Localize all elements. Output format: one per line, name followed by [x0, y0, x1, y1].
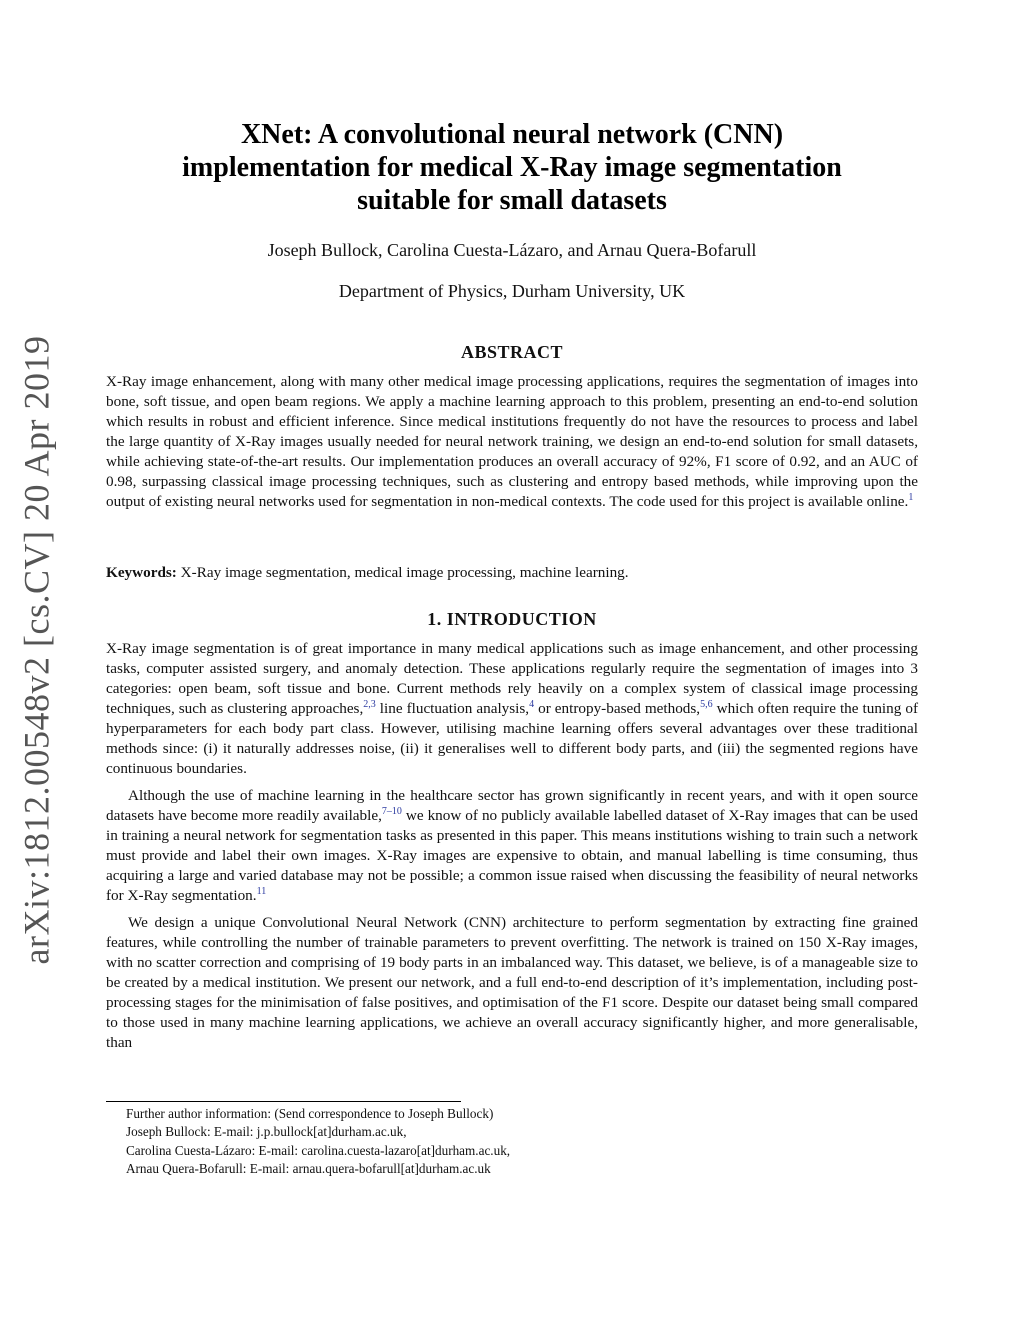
citation-5-6[interactable]: 5,6: [700, 699, 713, 710]
intro-paragraph-1: [106, 639, 918, 779]
title-line-2: implementation for medical X-Ray image segmentation: [182, 152, 842, 183]
intro-p1-text-c: or entropy-based methods,: [534, 700, 701, 717]
keywords-line: [106, 563, 918, 583]
intro-p1-text-b: line fluctuation analysis,: [375, 700, 530, 717]
intro-paragraph-2: [106, 786, 918, 906]
abstract-text: X-Ray image enhancement, along with many other medical image processing applications, requires the segmentation of images into bone, soft tissue, and open beam regions. We apply a machine learning approach to this problem, presenting an end-to-end solution which results in robust and efficient inference. Since medical institutions frequently do not have the resources to process and label the large quantity of X-Ray images usually needed for neural network training, we design an end-to-end solution for small datasets, while achieving state-of-the-art results. Our implementation produces an overall accuracy of 92%, F1 score of 0.92, and an AUC of 0.98, surpassing classical image processing techniques, such as clustering and entropy based methods, while improving upon the output of existing neural networks used for segmentation in non-medical contexts. The code used for this project is available online.: [106, 373, 918, 510]
intro-p2-text-a: Although the use of machine learning in the healthcare sector has grown significantly in recent years, and with it open source datasets have become more readily available,: [106, 787, 918, 824]
footnote-line-1: Further author information: (Send correspondence to Joseph Bullock): [126, 1106, 494, 1121]
footnote-divider: [106, 1101, 461, 1102]
title-line-3: suitable for small datasets: [357, 185, 667, 216]
intro-p2-text-b: we know of no publicly available labelled dataset of X-Ray images that can be used in training a neural network for segmentation tasks as presented in this paper. This means institutions wishing to train such a network must provide and label their own images. X-Ray images are expensive to obtain, and manual labelling is time consuming, thus acquiring a large and varied database may not be possible; a common issue raised when discussing the feasibility of neural networks for X-Ray segmentation.: [106, 807, 918, 904]
footnote-line-2: Joseph Bullock: E-mail: j.p.bullock[at]durham.ac.uk,: [126, 1124, 407, 1140]
abstract-heading: ABSTRACT: [460, 342, 564, 362]
author-affiliation: Department of Physics, Durham University, UK: [338, 281, 686, 301]
introduction-heading: 1. INTRODUCTION: [427, 609, 597, 629]
footnote-line-4: Arnau Quera-Bofarull: E-mail: arnau.quera-bofarull[at]durham.ac.uk: [126, 1161, 491, 1177]
author-list: Joseph Bullock, Carolina Cuesta-Lázaro, and Arnau Quera-Bofarull: [267, 240, 757, 260]
keywords-text: X-Ray image segmentation, medical image processing, machine learning.: [180, 564, 629, 581]
keywords-label: Keywords:: [106, 564, 177, 581]
citation-2-3[interactable]: 2,3: [363, 699, 376, 710]
title-line-1: XNet: A convolutional neural network (CNN): [240, 119, 784, 150]
footnote-line-3: Carolina Cuesta-Lázaro: E-mail: carolina.cuesta-lazaro[at]durham.ac.uk,: [126, 1142, 511, 1158]
intro-paragraph-3: We design a unique Convolutional Neural Network (CNN) architecture to perform segmentation by extracting fine grained features, while controlling the number of trainable parameters to prevent overfitting. The network is trained on 150 X-Ray images, with no scatter correction and comprising of 19 body parts in an imbalanced way. This dataset, we believe, is of a manageable size to be created by a medical institution. We present our network, and a full end-to-end description of it’s implementation, including post-processing stages for the minimisation of false positives, and optimisation of the F1 score. Despite our dataset being small compared to those used in many machine learning applications, we achieve an overall accuracy significantly higher, and more generalisable, than: [106, 914, 918, 1051]
citation-7-10[interactable]: 7–10: [381, 806, 402, 817]
arxiv-identifier-text: arXiv:1812.00548v2 [cs.CV] 20 Apr 2019: [16, 335, 57, 965]
introduction-body: [106, 639, 918, 1053]
abstract-body: [106, 372, 918, 512]
intro-p1-text-d: which often require the tuning of hyperparameters for each body part class. However, utilising machine learning offers several advantages over these traditional methods since: (i) it naturally addresses noise, (ii) it generalises well to different body parts, and (iii) the segmented regions have continuous boundaries.: [106, 700, 918, 777]
arxiv-identifier-stamp: [8, 335, 64, 965]
citation-11[interactable]: 11: [256, 886, 267, 897]
footnotes: [126, 1105, 916, 1179]
citation-4[interactable]: 4: [529, 699, 535, 710]
intro-p1-text-a: X-Ray image segmentation is of great importance in many medical applications such as image enhancement, and other processing tasks, computer assisted surgery, and anomaly detection. These applications regularly require the segmentation of images into 3 categories: open beam, soft tissue and bone. Current methods rely heavily on a complex system of classical image processing techniques, such as clustering approaches,: [106, 640, 918, 717]
footnote-ref-1[interactable]: 1: [908, 492, 914, 503]
paper-title: [120, 118, 904, 217]
